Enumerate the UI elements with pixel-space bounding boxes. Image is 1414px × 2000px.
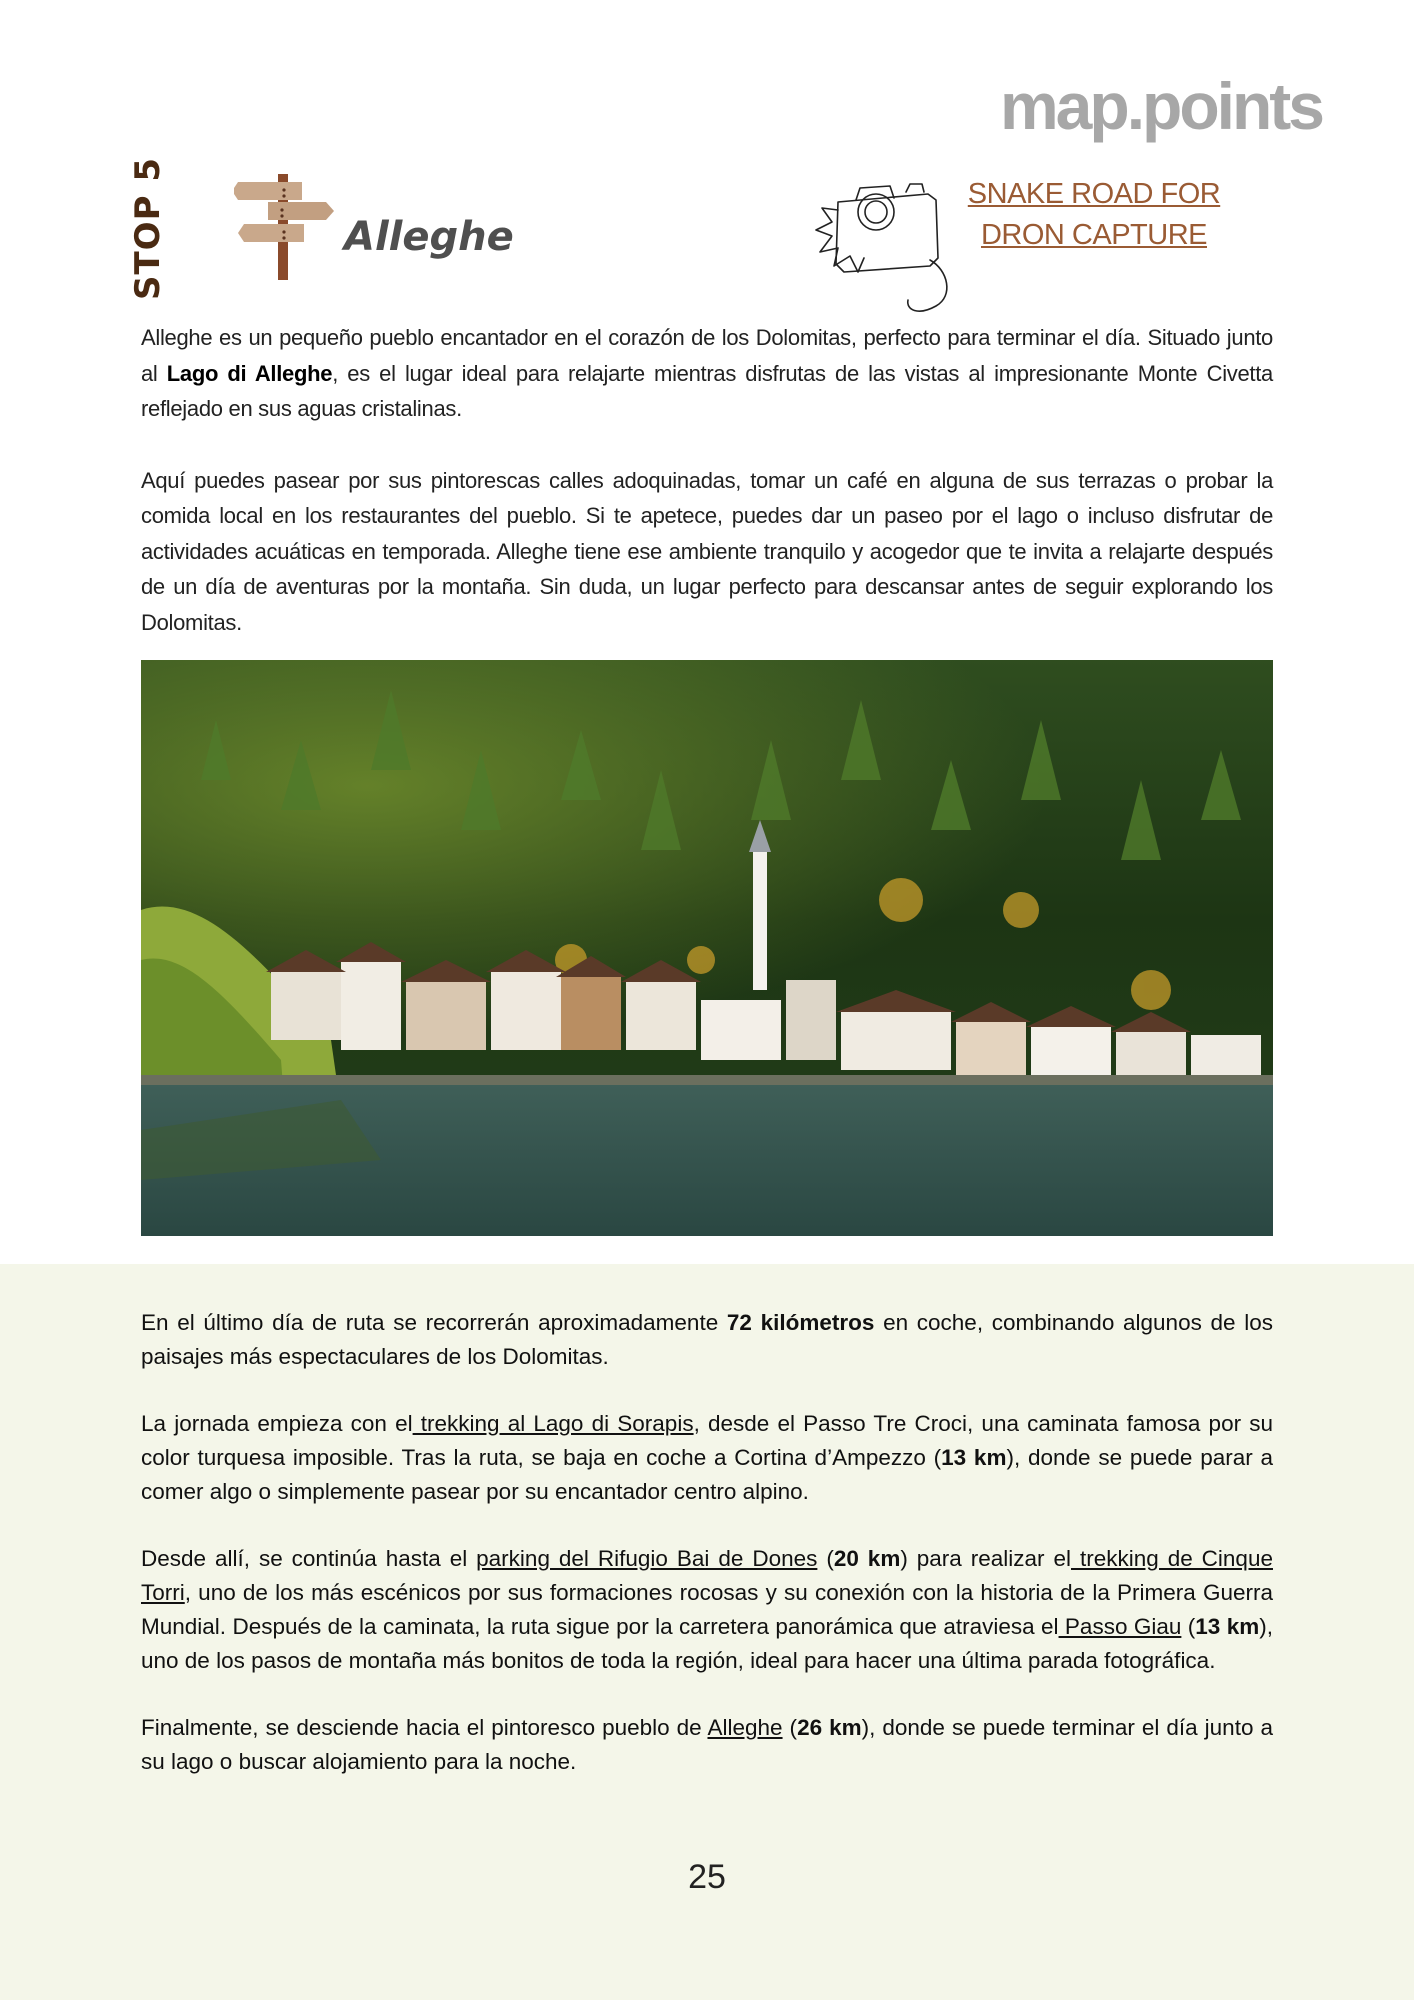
distance-passo-giau: 13 km [1195,1614,1260,1639]
route-text-segment: Desde allí, se continúa hasta el [141,1546,477,1571]
link-passo-giau[interactable]: Passo Giau [1058,1614,1182,1639]
route-text-segment: ( [817,1546,834,1571]
camera-icon [798,170,958,318]
intro-paragraph-2: Aquí puedes pasear por sus pintorescas calles adoquinadas, tomar un café en alguna de sus terrazas o probar la comida local en los restaurantes del pueblo. Si te apetece, puedes dar un paseo por el lago o incluso disfrutar de actividades acuáticas en temporada. Alleghe tiene ese ambiente tranquilo y acogedor que te invita a relajarte después de un día de aventuras por la montaña. Sin duda, un lugar perfecto para descansar antes de seguir explorando los Dolomitas. [141,467,1273,635]
route-paragraph-2 [141,1407,1273,1509]
alleghe-lake-photo [141,660,1273,1236]
route-text-segment: , desde el Passo Tre Croci, una caminata famosa por su color turquesa imposible. Tras la ruta, se baja en coche a Cortina d’Ampezzo ( [141,1411,1274,1470]
route-text-segment: , uno de los más escénicos por sus formaciones rocosas y su conexión con la historia de la Primera Guerra Mundial. Después de la caminata, la ruta sigue por la carretera panorámica que atraviesa el [141,1580,1273,1639]
page-number: 25 [688,1858,726,1896]
place-title: Alleghe [344,214,514,260]
distance-cortina: 13 km [941,1445,1007,1470]
brand-logo: map.points [999,69,1322,143]
link-parking-bai-de-dones[interactable]: parking del Rifugio Bai de Dones [476,1546,818,1571]
route-paragraph-4 [141,1711,1273,1779]
route-paragraph-1 [141,1306,1273,1374]
route-text-segment: ( [1181,1614,1196,1639]
route-text-segment: La jornada empieza con el [141,1411,413,1436]
distance-total: 72 kilómetros [726,1310,875,1335]
link-trekking-sorapis[interactable]: trekking al Lago di Sorapis [412,1411,694,1436]
intro-text [141,320,1273,640]
stop-label: STOP 5 [128,157,168,300]
route-text-segment: ( [782,1715,798,1740]
route-text-segment: en coche, combinando algunos de los paisajes más espectaculares de los Dolomitas. [141,1310,1273,1369]
route-paragraph-3 [141,1542,1273,1678]
route-text-segment: ), donde se puede parar a comer algo o simplemente pasear por su encantador centro alpino. [141,1445,1273,1504]
distance-bai-de-dones: 20 km [833,1546,901,1571]
route-text-segment: Finalmente, se desciende hacia el pintoresco pueblo de [141,1715,708,1740]
intro-text-segment: Alleghe es un pequeño pueblo encantador en el corazón de los Dolomitas, perfecto para terminar el día. Situado junto al [141,325,1273,386]
drone-capture-link[interactable]: SNAKE ROAD FOR DRON CAPTURE [967,178,1221,251]
route-summary [141,1306,1273,1779]
route-text-segment: ), uno de los pasos de montaña más bonitos de toda la región, ideal para hacer una última parada fotográfica. [141,1614,1273,1673]
link-alleghe[interactable]: Alleghe [707,1715,783,1740]
link-trekking-cinque-torri[interactable]: trekking de Cinque Torri [141,1546,1273,1605]
route-text-segment: ), donde se puede terminar el día junto a su lago o buscar alojamiento para la noche. [141,1715,1273,1774]
intro-text-segment: , es el lugar ideal para relajarte mientras disfrutas de las vistas al impresionante Monte Civetta reflejado en sus aguas cristalinas. [141,360,1273,421]
intro-paragraph-1 [141,320,1273,427]
route-text-segment: ) para realizar el [900,1546,1071,1571]
signpost-icon [234,170,334,282]
lake-name: Lago di Alleghe [166,360,333,386]
distance-alleghe: 26 km [797,1715,862,1740]
route-text-segment: En el último día de ruta se recorrerán aproximadamente [141,1310,727,1335]
